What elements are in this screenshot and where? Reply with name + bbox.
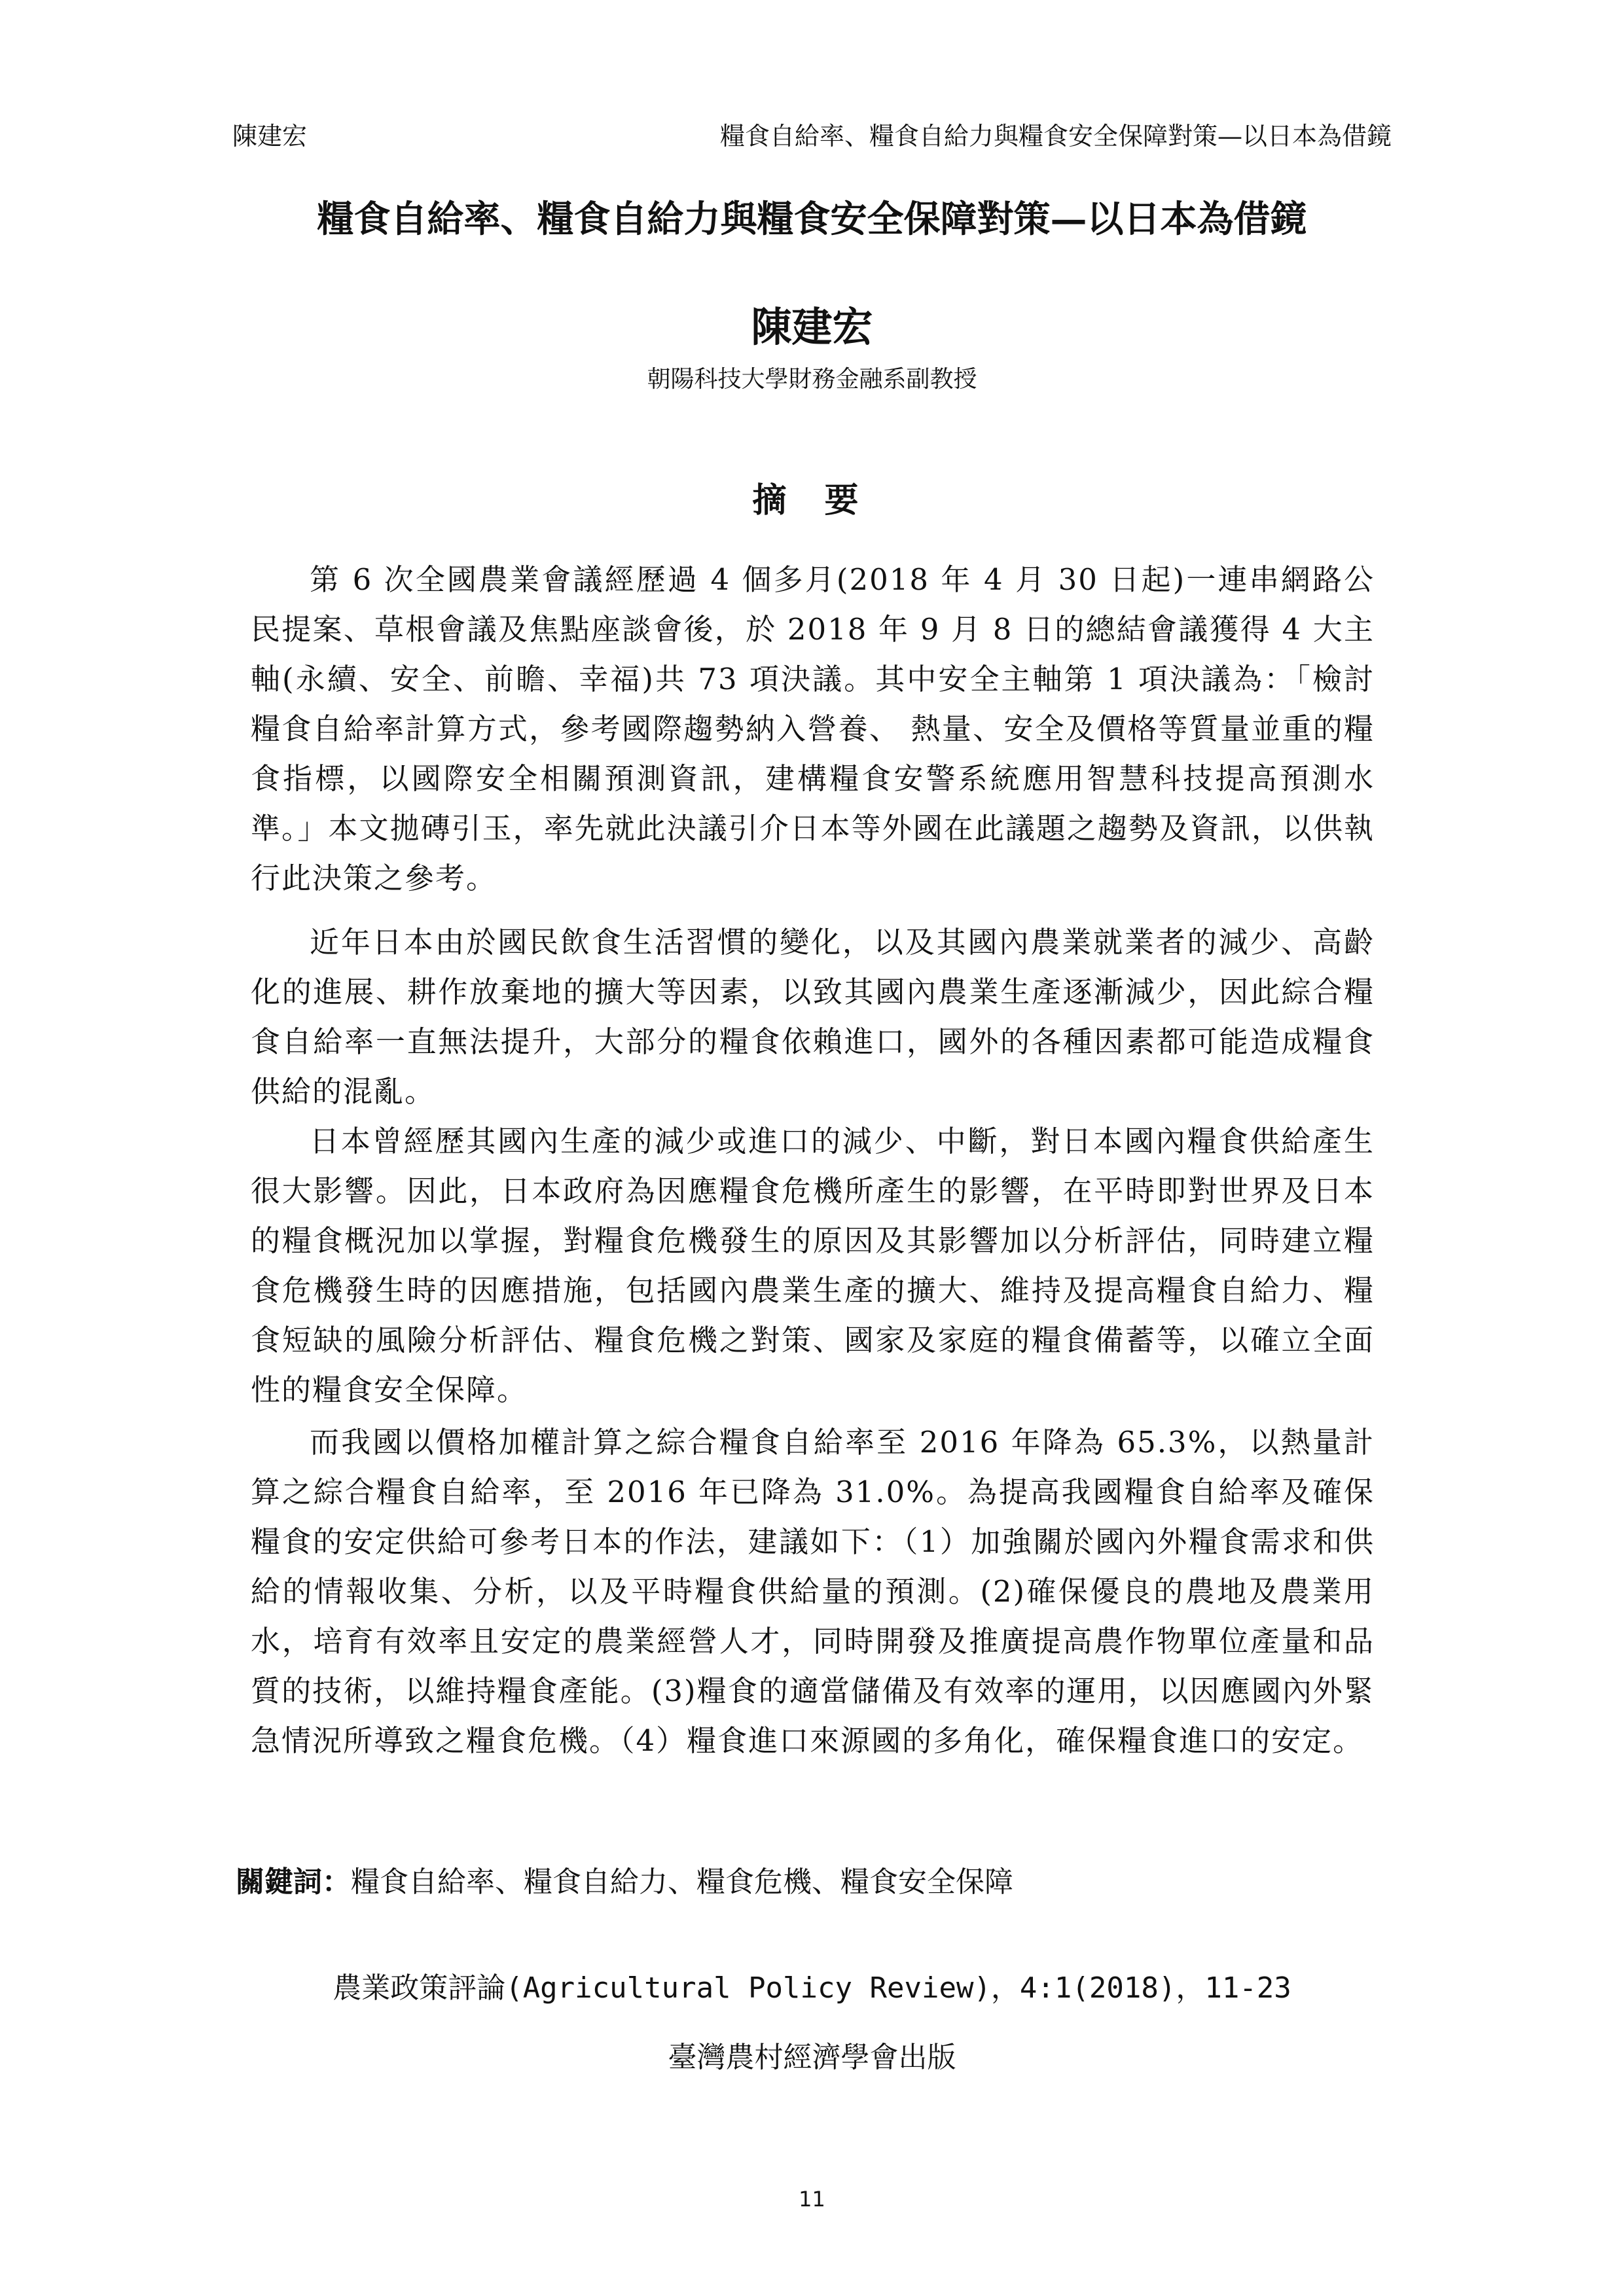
abstract-paragraph-2: 近年日本由於國民飲食生活習慣的變化，以及其國內農業就業者的減少、高齡化的進展、耕作放棄地的擴大等因素，以致其國內農業生產逐漸減少，因此綜合糧食自給率一直無法提升，大部分的糧食依賴進口，國外的各種因素都可能造成糧食供給的混亂。	[251, 925, 1375, 1109]
publisher: 臺灣農村經濟學會出版	[668, 2041, 956, 2074]
paper-title: 糧食自給率、糧食自給力與糧食安全保障對策—以日本為借鏡	[317, 198, 1307, 241]
author-affiliation: 朝陽科技大學財務金融系副教授	[647, 366, 977, 393]
journal-details: (Agricultural Policy Review)，4:1(2018)，11-23	[505, 1971, 1291, 2005]
abstract-heading: 摘 要	[752, 480, 872, 520]
header-title: 糧食自給率、糧食自給力與糧食安全保障對策—以日本為借鏡	[719, 122, 1392, 151]
author-name: 陳建宏	[751, 303, 873, 351]
abstract-paragraph-1: 第 6 次全國農業會議經歷過 4 個多月(2018 年 4 月 30 日起)一連串網路公民提案、草根會議及焦點座談會後，於 2018 年 9 月 8 日的總結會議獲得 4 大主軸(永續、安全、前瞻、幸福)共 73 項決議。其中安全主軸第 1 項決議為：「檢討糧食自給率計算方式，參考國際趨勢納入營養、 熱量、安全及價格等質量並重的糧食指標，以國際安全相關預測資訊，建構糧食安警系統應用智慧科技提高預測水準。」本文拋磚引玉，率先就此決議引介日本等外國在此議題之趨勢及資訊，以供執行此決策之參考。	[251, 562, 1375, 895]
journal-citation	[0, 1964, 1624, 2013]
keywords	[236, 1857, 1388, 1907]
keywords-label: 關鍵詞：	[236, 1865, 351, 1899]
abstract-paragraph-4: 而我國以價格加權計算之綜合糧食自給率至 2016 年降為 65.3%，以熱量計算之綜合糧食自給率，至 2016 年已降為 31.0%。為提高我國糧食自給率及確保糧食的安定供給可參考日本的作法，建議如下：（1）加強關於國內外糧食需求和供給的情報收集、分析，以及平時糧食供給量的預測。(2)確保優良的農地及農業用水，培育有效率且安定的農業經營人才，同時開發及推廣提高農作物單位產量和品質的技術，以維持糧食產能。(3)糧食的適當儲備及有效率的運用，以因應國內外緊急情況所導致之糧食危機。（4）糧食進口來源國的多角化，確保糧食進口的安定。	[251, 1425, 1375, 1758]
abstract-paragraph-3: 日本曾經歷其國內生產的減少或進口的減少、中斷，對日本國內糧食供給產生很大影響。因此，日本政府為因應糧食危機所產生的影響，在平時即對世界及日本的糧食概況加以掌握，對糧食危機發生的原因及其影響加以分析評估，同時建立糧食危機發生時的因應措施，包括國內農業生產的擴大、維持及提高糧食自給力、糧食短缺的風險分析評估、糧食危機之對策、國家及家庭的糧食備蓄等，以確立全面性的糧食安全保障。	[251, 1124, 1375, 1407]
page-number: 11	[799, 2187, 825, 2212]
keywords-value: 糧食自給率、糧食自給力、糧食危機、糧食安全保障	[351, 1865, 1013, 1899]
header-author: 陳建宏	[232, 122, 308, 151]
running-header	[232, 117, 1392, 156]
journal-name: 農業政策評論	[333, 1971, 506, 2005]
